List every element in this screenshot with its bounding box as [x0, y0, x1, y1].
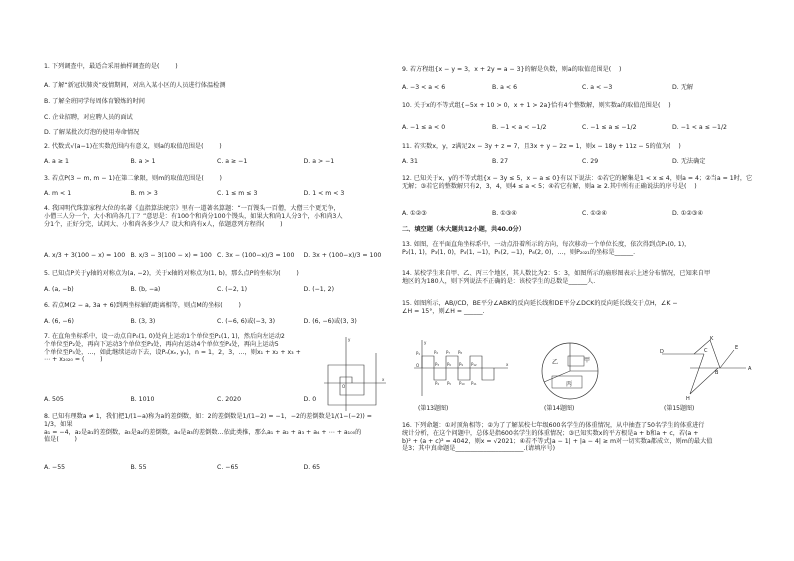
svg-text:P₁₁: P₁₁	[471, 381, 477, 386]
option-d[interactable]: D. 0	[303, 396, 317, 403]
svg-text:B: B	[715, 370, 719, 376]
option-d[interactable]: D. 1 < m < 3	[303, 190, 345, 197]
question-1-option-d[interactable]: D. 了解某批次灯泡的使用寿命情况	[44, 129, 140, 136]
question-14-stem: 14. 某校学生来自甲、乙、丙三个地区，其人数比为2：5：3，如图所示的扇形图表示上述分布情况，已知来自甲 地区的为180人，则下列说法不正确的是：该校学生的总数是______人.	[402, 270, 711, 285]
figure-15	[660, 336, 760, 402]
option-c[interactable]: C. 3x − (100−x)/3 = 100	[217, 252, 295, 259]
figure-13-caption: (第13题图)	[418, 405, 449, 412]
question-16-stem: 16. 下列命题：①对顶角相等；②为了了解某校七年级600名学生的体重情况，从中抽查了50名学生的体重进行 统计分析，在这个问题中，总体是指600名学生的体重情况；③已知实数x的平方根是a + b和a + c，若(a + b)² + (a + c)² = 4042，则x = √2021；④若不等式|a − 1| + |a − 4| ≥ m对一切实数a都成立，则m的最大值 是3；其中真命题是______________________.(请填序号)	[402, 422, 713, 453]
svg-text:P₁: P₁	[416, 351, 421, 356]
question-12-options	[402, 210, 762, 218]
question-5-stem: 5. 已知点P关于y轴的对称点为(a, −2)，关于x轴的对称点为(1, b)，那么点P的坐标为( )	[44, 270, 299, 277]
question-12-stem: 12. 已知关于x，y的不等式组{x − 3y ≤ 5，x − a ≤ 0}有以下说法：①若它的解集是1 < x ≤ 4，则a = 4；②当a = 1时，它 无解；③若它的整数解只有2，3，4，则4 ≤ a < 5；④若它有解，则a ≥ 2.其中所有正确说法的序号是( )	[402, 175, 753, 190]
option-d[interactable]: D. a > −1	[303, 158, 335, 165]
svg-text:K: K	[710, 336, 714, 342]
option-c[interactable]: C. a ≥ −1	[217, 158, 248, 165]
option-b[interactable]: B. −1 < a < −1/2	[492, 124, 547, 131]
svg-text:P₉: P₉	[459, 362, 464, 367]
option-b[interactable]: B. x/3 − 3(100 − x) = 100	[130, 252, 212, 259]
svg-text:A: A	[748, 366, 752, 372]
svg-text:E: E	[735, 345, 739, 351]
question-13-stem: 13. 如图，在平面直角坐标系中，一动点沿着所示的方向，每次移动一个单位长度，依次得到点P₁(0, 1)， P₂(1, 1)，P₃(1, 0)，P₄(1, −1)，P₅(2, −1)，P₆(2, 0)，…，则P₂₀₂₁的坐标是______.	[402, 241, 691, 256]
option-d[interactable]: D. −1 < a ≤ −1/2	[672, 124, 727, 131]
question-6-options	[44, 318, 390, 326]
figure-14-pie	[538, 340, 602, 402]
option-b[interactable]: B. a > 1	[130, 158, 156, 165]
question-3-stem: 3. 若点P(3 − m, m − 1)在第二象限，则m的取值范围是( )	[44, 175, 222, 182]
svg-text:x: x	[382, 377, 385, 382]
option-d[interactable]: D. 无法确定	[672, 158, 706, 165]
svg-text:P₂: P₂	[434, 350, 439, 355]
question-2-stem: 2. 代数式√(a−1)在实数范围内有意义，则a的取值范围是( )	[44, 143, 222, 150]
svg-text:D: D	[660, 349, 664, 355]
svg-text:P₆: P₆	[447, 362, 452, 367]
option-d[interactable]: D. ①②③④	[672, 210, 703, 217]
question-1-option-b[interactable]: B. 了解全班同学每周体育锻炼的时间	[44, 98, 145, 105]
pie-label-yi: 乙	[552, 359, 559, 366]
fig13-x-axis: x	[506, 362, 509, 367]
option-c[interactable]: C. 1 ≤ m ≤ 3	[217, 190, 258, 197]
option-d[interactable]: D. (6, −6)或(3, 3)	[303, 318, 357, 325]
option-d[interactable]: D. 无解	[672, 84, 694, 91]
option-a[interactable]: A. ①②③	[402, 210, 427, 217]
option-b[interactable]: B. 27	[492, 158, 509, 165]
option-d[interactable]: D. 3x + (100−x)/3 = 100	[303, 252, 382, 259]
question-11-options	[402, 158, 762, 166]
option-b[interactable]: B. 1010	[130, 396, 155, 403]
section-2-heading: 二、填空题（本大题共12小题，共40.0分）	[402, 226, 525, 233]
question-7-stem: 7. 在直角坐标系中，设一动点自P₀(1, 0)处向上运动1个单位至P₁(1, 1)，然后向左运动2 个单位至P₂处，再向下运动3个单位至P₃处，再向右运动4个单位至P₄处，再向上运动5 个单位至P₅处，…，如此继续运动下去，设Pₙ(xₙ, yₙ)，n = 1，2，3，…，则x₁ + x₂ + x₃ + ⋯ + x₂₀₂₀ = ( )	[44, 333, 301, 364]
option-c[interactable]: C. 29	[582, 158, 599, 165]
figure-13	[412, 338, 512, 400]
question-4-options	[44, 252, 390, 260]
question-9-stem: 9. 若方程组{x − y = 3，x + 2y = a − 3}的解是负数，则a的取值范围是( )	[402, 66, 622, 73]
option-b[interactable]: B. a < 6	[492, 84, 518, 91]
question-3-options	[44, 190, 390, 198]
svg-text:H: H	[686, 396, 690, 402]
option-c[interactable]: C. −65	[217, 464, 239, 471]
question-7-figure	[322, 335, 390, 413]
pie-label-jia: 甲	[584, 357, 591, 364]
svg-text:P₁₀: P₁₀	[459, 381, 465, 386]
pie-label-bing: 丙	[566, 381, 573, 388]
question-4-stem: 4. 我国明代珠算家程大位的名著《直指算法统宗》里有一道著名算题：“一百馒头一百僧，大僧三个更无争， 小僧三人分一个，大小和尚各几丁？”意思是：有100个和尚分100个馒头，如果大和尚1人分3个，小和尚3人 分1个，正好分完，试问大、小和尚各多少人？设大和尚有x人，依题意列方程得( )	[44, 205, 343, 228]
svg-text:y: y	[348, 337, 351, 342]
question-8-options	[44, 464, 390, 472]
option-b[interactable]: B. ①③④	[492, 210, 517, 217]
svg-text:P₄: P₄	[435, 381, 440, 386]
svg-text:P₃: P₃	[435, 362, 440, 367]
question-9-options	[402, 84, 762, 92]
option-c[interactable]: C. 2020	[217, 396, 242, 403]
question-1-stem: 1. 下列调查中，最适合采用抽样调查的是( )	[44, 63, 178, 70]
option-a[interactable]: A. −1 ≤ a < 0	[402, 124, 446, 131]
fig13-origin: O	[416, 363, 420, 368]
option-c[interactable]: C. −1 ≤ a ≤ −1/2	[582, 124, 637, 131]
option-c[interactable]: C. (−6, 6)或(−3, 3)	[217, 318, 276, 325]
option-b[interactable]: B. 55	[130, 464, 147, 471]
option-a[interactable]: A. −3 < a < 6	[402, 84, 446, 91]
option-b[interactable]: B. m > 3	[130, 190, 158, 197]
question-2-options	[44, 158, 390, 166]
option-a[interactable]: A. x/3 + 3(100 − x) = 100	[44, 252, 126, 259]
option-b[interactable]: B. (3, 3)	[130, 318, 156, 325]
option-c[interactable]: C. a < −3	[582, 84, 613, 91]
question-11-stem: 11. 若实数x，y，z满足2x − 3y + z = 7，且3x + y − 2z = 1，则x − 18y + 11z − 5的值为( )	[402, 143, 681, 150]
option-a[interactable]: A. a ≥ 1	[44, 158, 69, 165]
figure-15-caption: (第15题图)	[664, 405, 695, 412]
svg-text:P₅: P₅	[447, 381, 452, 386]
svg-text:P₇: P₇	[446, 350, 451, 355]
option-b[interactable]: B. (b, −a)	[130, 286, 161, 293]
option-a[interactable]: A. 505	[44, 396, 64, 403]
option-d[interactable]: D. 65	[303, 464, 321, 471]
question-5-options	[44, 286, 390, 294]
question-6-stem: 6. 若点M(2 − a, 3a + 6)到两坐标轴的距离相等，则点M的坐标( )	[44, 302, 241, 309]
figure-14-caption: (第14题图)	[544, 405, 575, 412]
question-1-option-c[interactable]: C. 企业招聘，对应聘人员的面试	[44, 114, 133, 121]
svg-text:P₈: P₈	[458, 350, 463, 355]
option-a[interactable]: A. m < 1	[44, 190, 72, 197]
fig13-y-axis: y	[424, 340, 427, 345]
question-15-stem: 15. 如图所示，AB//CD，BE平分∠ABK的反向延长线和DE平分∠DCK的反向延长线交于点H，∠K − ∠H = 15°，则∠H = ______.	[402, 300, 678, 315]
option-c[interactable]: C. (−2, 1)	[217, 286, 248, 293]
svg-text:O: O	[342, 384, 346, 389]
svg-text:P₁₂: P₁₂	[471, 362, 477, 367]
question-10-options	[402, 124, 762, 132]
svg-text:C: C	[704, 348, 708, 354]
question-8-stem: 8. 已知有理数a ≠ 1，我们把1/(1−a)称为a的差倒数，如：2的差倒数是1/(1−2) = −1，−2的差倒数是1/(1−(−2)) = 1/3，如果 a₁ = −4，a₂是a₁的差倒数，a₃是a₂的差倒数，a₄是a₃的差倒数…依此类推，那么a₁ + a₂ + a₃ + a₄ + ⋯ + a₁₀₀的 值是( )	[44, 413, 372, 444]
option-d[interactable]: D. (−1, 2)	[303, 286, 335, 293]
option-c[interactable]: C. ①②④	[582, 210, 607, 217]
option-a[interactable]: A. 31	[402, 158, 418, 165]
question-1-option-a[interactable]: A. 了解“新冠状肺炎”疫情期间，对出入某小区的人员进行体温检测	[44, 82, 226, 89]
option-a[interactable]: A. −55	[44, 464, 66, 471]
option-a[interactable]: A. (6, −6)	[44, 318, 74, 325]
option-a[interactable]: A. (a, −b)	[44, 286, 74, 293]
question-10-stem: 10. 关于x的不等式组{−5x + 10 > 0，x + 1 > 2a}恰有4个整数解，则实数a的取值范围是( )	[402, 102, 671, 109]
